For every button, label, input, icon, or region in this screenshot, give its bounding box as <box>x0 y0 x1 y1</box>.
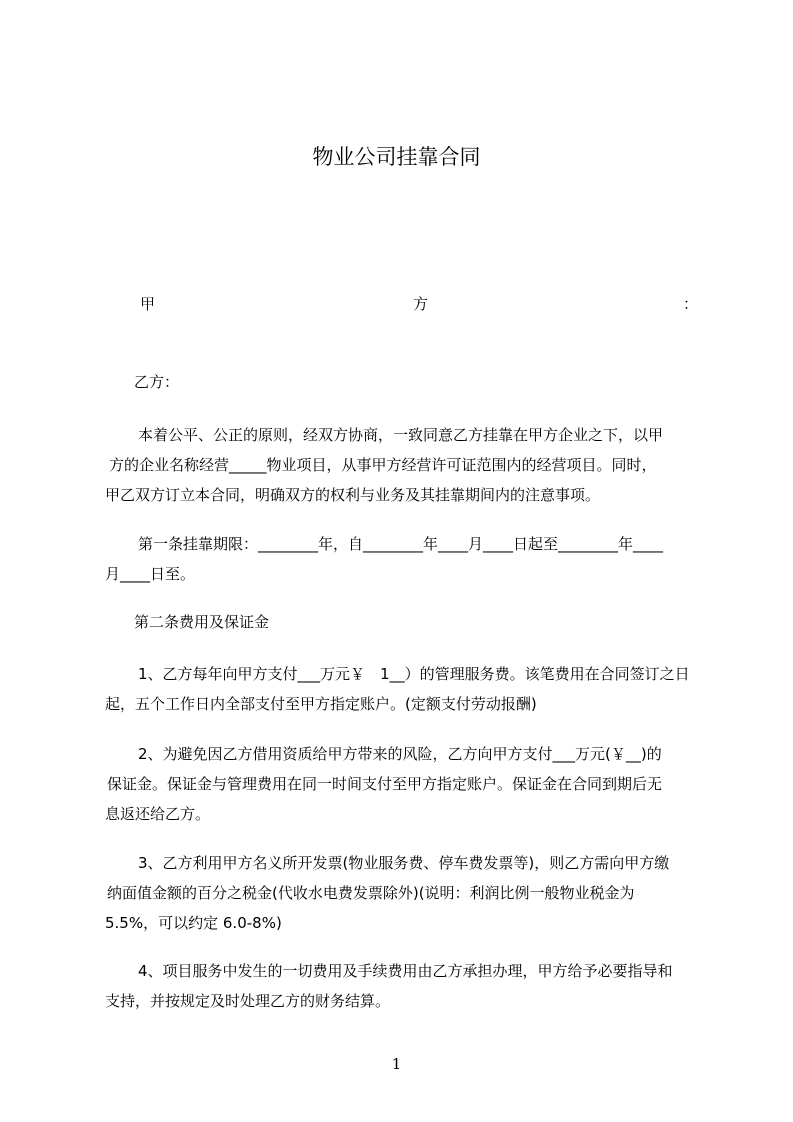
party-a-line <box>105 289 710 319</box>
clause4-line-2: 支持，并按规定及时处理乙方的财务结算。 <box>105 992 391 1010</box>
party-a-char-2: 方 <box>413 295 429 313</box>
article1-line-2: 月____日至。 <box>105 565 196 583</box>
article1-line-1: 第一条挂靠期限：________年，自________年____月____日起至________年____ <box>138 535 664 553</box>
clause2-line-1: 2、为避免因乙方借用资质给甲方带来的风险，乙方向甲方支付___万元(￥__)的 <box>138 745 662 763</box>
clause1-line-2: 起，五个工作日内全部支付至甲方指定账户。(定额支付劳动报酬) <box>105 695 537 713</box>
preamble-line-2: 方的企业名称经营_____物业项目，从事甲方经营许可证范围内的经营项目。同时， <box>109 456 657 474</box>
clause1-line-1: 1、乙方每年向甲方支付___万元￥ 1__）的管理服务费。该笔费用在合同签订之日 <box>138 665 690 683</box>
clause3-line-2: 纳面值金额的百分之税金(代收水电费发票除外)(说明：利润比例一般物业税金为 <box>107 884 635 902</box>
party-a-char-1: 甲 <box>140 295 156 313</box>
party-a-colon: ： <box>683 295 699 313</box>
party-b-line: 乙方： <box>134 373 180 391</box>
clause3-line-3: 5.5%，可以约定 6.0-8%) <box>105 914 282 932</box>
preamble-line-3: 甲乙双方订立本合同，明确双方的权利与业务及其挂靠期间内的注意事项。 <box>105 486 601 504</box>
clause2-line-3: 息返还给乙方。 <box>105 805 211 823</box>
clause2-line-2: 保证金。保证金与管理费用在同一时间支付至甲方指定账户。保证金在合同到期后无 <box>107 775 663 793</box>
preamble-line-1: 本着公平、公正的原则，经双方协商，一致同意乙方挂靠在甲方企业之下，以甲 <box>138 426 664 444</box>
document-title: 物业公司挂靠合同 <box>312 145 481 169</box>
clause3-line-1: 3、乙方利用甲方名义所开发票(物业服务费、停车费发票等)，则乙方需向甲方缴 <box>138 854 670 872</box>
clause4-line-1: 4、项目服务中发生的一切费用及手续费用由乙方承担办理，甲方给予必要指导和 <box>138 962 673 980</box>
page-number: 1 <box>391 1055 402 1073</box>
article2-heading: 第二条费用及保证金 <box>134 613 270 631</box>
